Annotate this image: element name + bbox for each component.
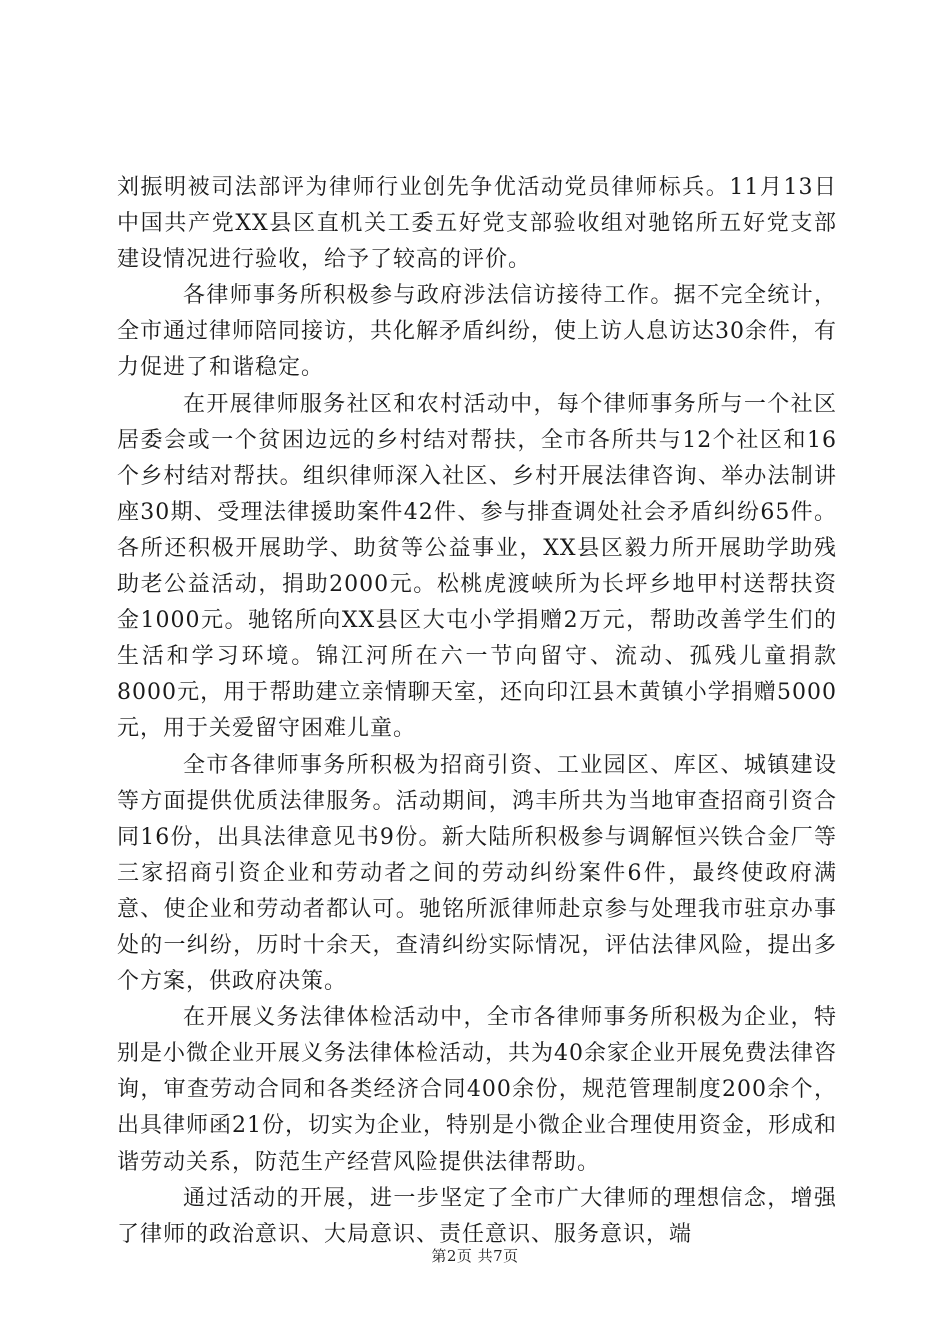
paragraph-6: 通过活动的开展，进一步坚定了全市广大律师的理想信念，增强了律师的政治意识、大局意识、责任意识、服务意识，端 [117,1185,837,1247]
paragraph-3: 在开展律师服务社区和农村活动中，每个律师事务所与一个社区居委会或一个贫困边远的乡村结对帮扶，全市各所共与12个社区和16个乡村结对帮扶。组织律师深入社区、乡村开展法律咨询、举办法制讲座30期、受理法律援助案件42件、参与排查调处社会矛盾纠纷65件。各所还积极开展助学、助贫等公益事业，XX县区毅力所开展助学助残助老公益活动，捐助2000元。松桃虎渡峡所为长坪乡地甲村送帮扶资金1000元。驰铭所向XX县区大屯小学捐赠2万元，帮助改善学生们的生活和学习环境。锦江河所在六一节向留守、流动、孤残儿童捐款8000元，用于帮助建立亲情聊天室，还向印江县木黄镇小学捐赠5000元，用于关爱留守困难儿童。 [117,391,837,742]
paragraph-1: 刘振明被司法部评为律师行业创先争优活动党员律师标兵。11月13日中国共产党XX县区直机关工委五好党支部验收组对驰铭所五好党支部建设情况进行验收，给予了较高的评价。 [117,175,837,273]
paragraph-2: 各律师事务所积极参与政府涉法信访接待工作。据不完全统计，全市通过律师陪同接访，共化解矛盾纠纷，使上访人息访达30余件，有力促进了和谐稳定。 [117,283,837,381]
paragraph-5: 在开展义务法律体检活动中，全市各律师事务所积极为企业，特别是小微企业开展义务法律体检活动，共为40余家企业开展免费法律咨询，审查劳动合同和各类经济合同400余份，规范管理制度200余个，出具律师函21份，切实为企业，特别是小微企业合理使用资金，形成和谐劳动关系，防范生产经营风险提供法律帮助。 [117,1005,837,1175]
paragraph-4: 全市各律师事务所积极为招商引资、工业园区、库区、城镇建设等方面提供优质法律服务。活动期间，鸿丰所共为当地审查招商引资合同16份，出具法律意见书9份。新大陆所积极参与调解恒兴铁合金厂等三家招商引资企业和劳动者之间的劳动纠纷案件6件，最终使政府满意、使企业和劳动者都认可。驰铭所派律师赴京参与处理我市驻京办事处的一纠纷，历时十余天，查清纠纷实际情况，评估法律风险，提出多个方案，供政府决策。 [117,752,837,995]
page-number-footer: 第2页 共7页 [431,1247,519,1265]
document-body [117,170,837,1253]
